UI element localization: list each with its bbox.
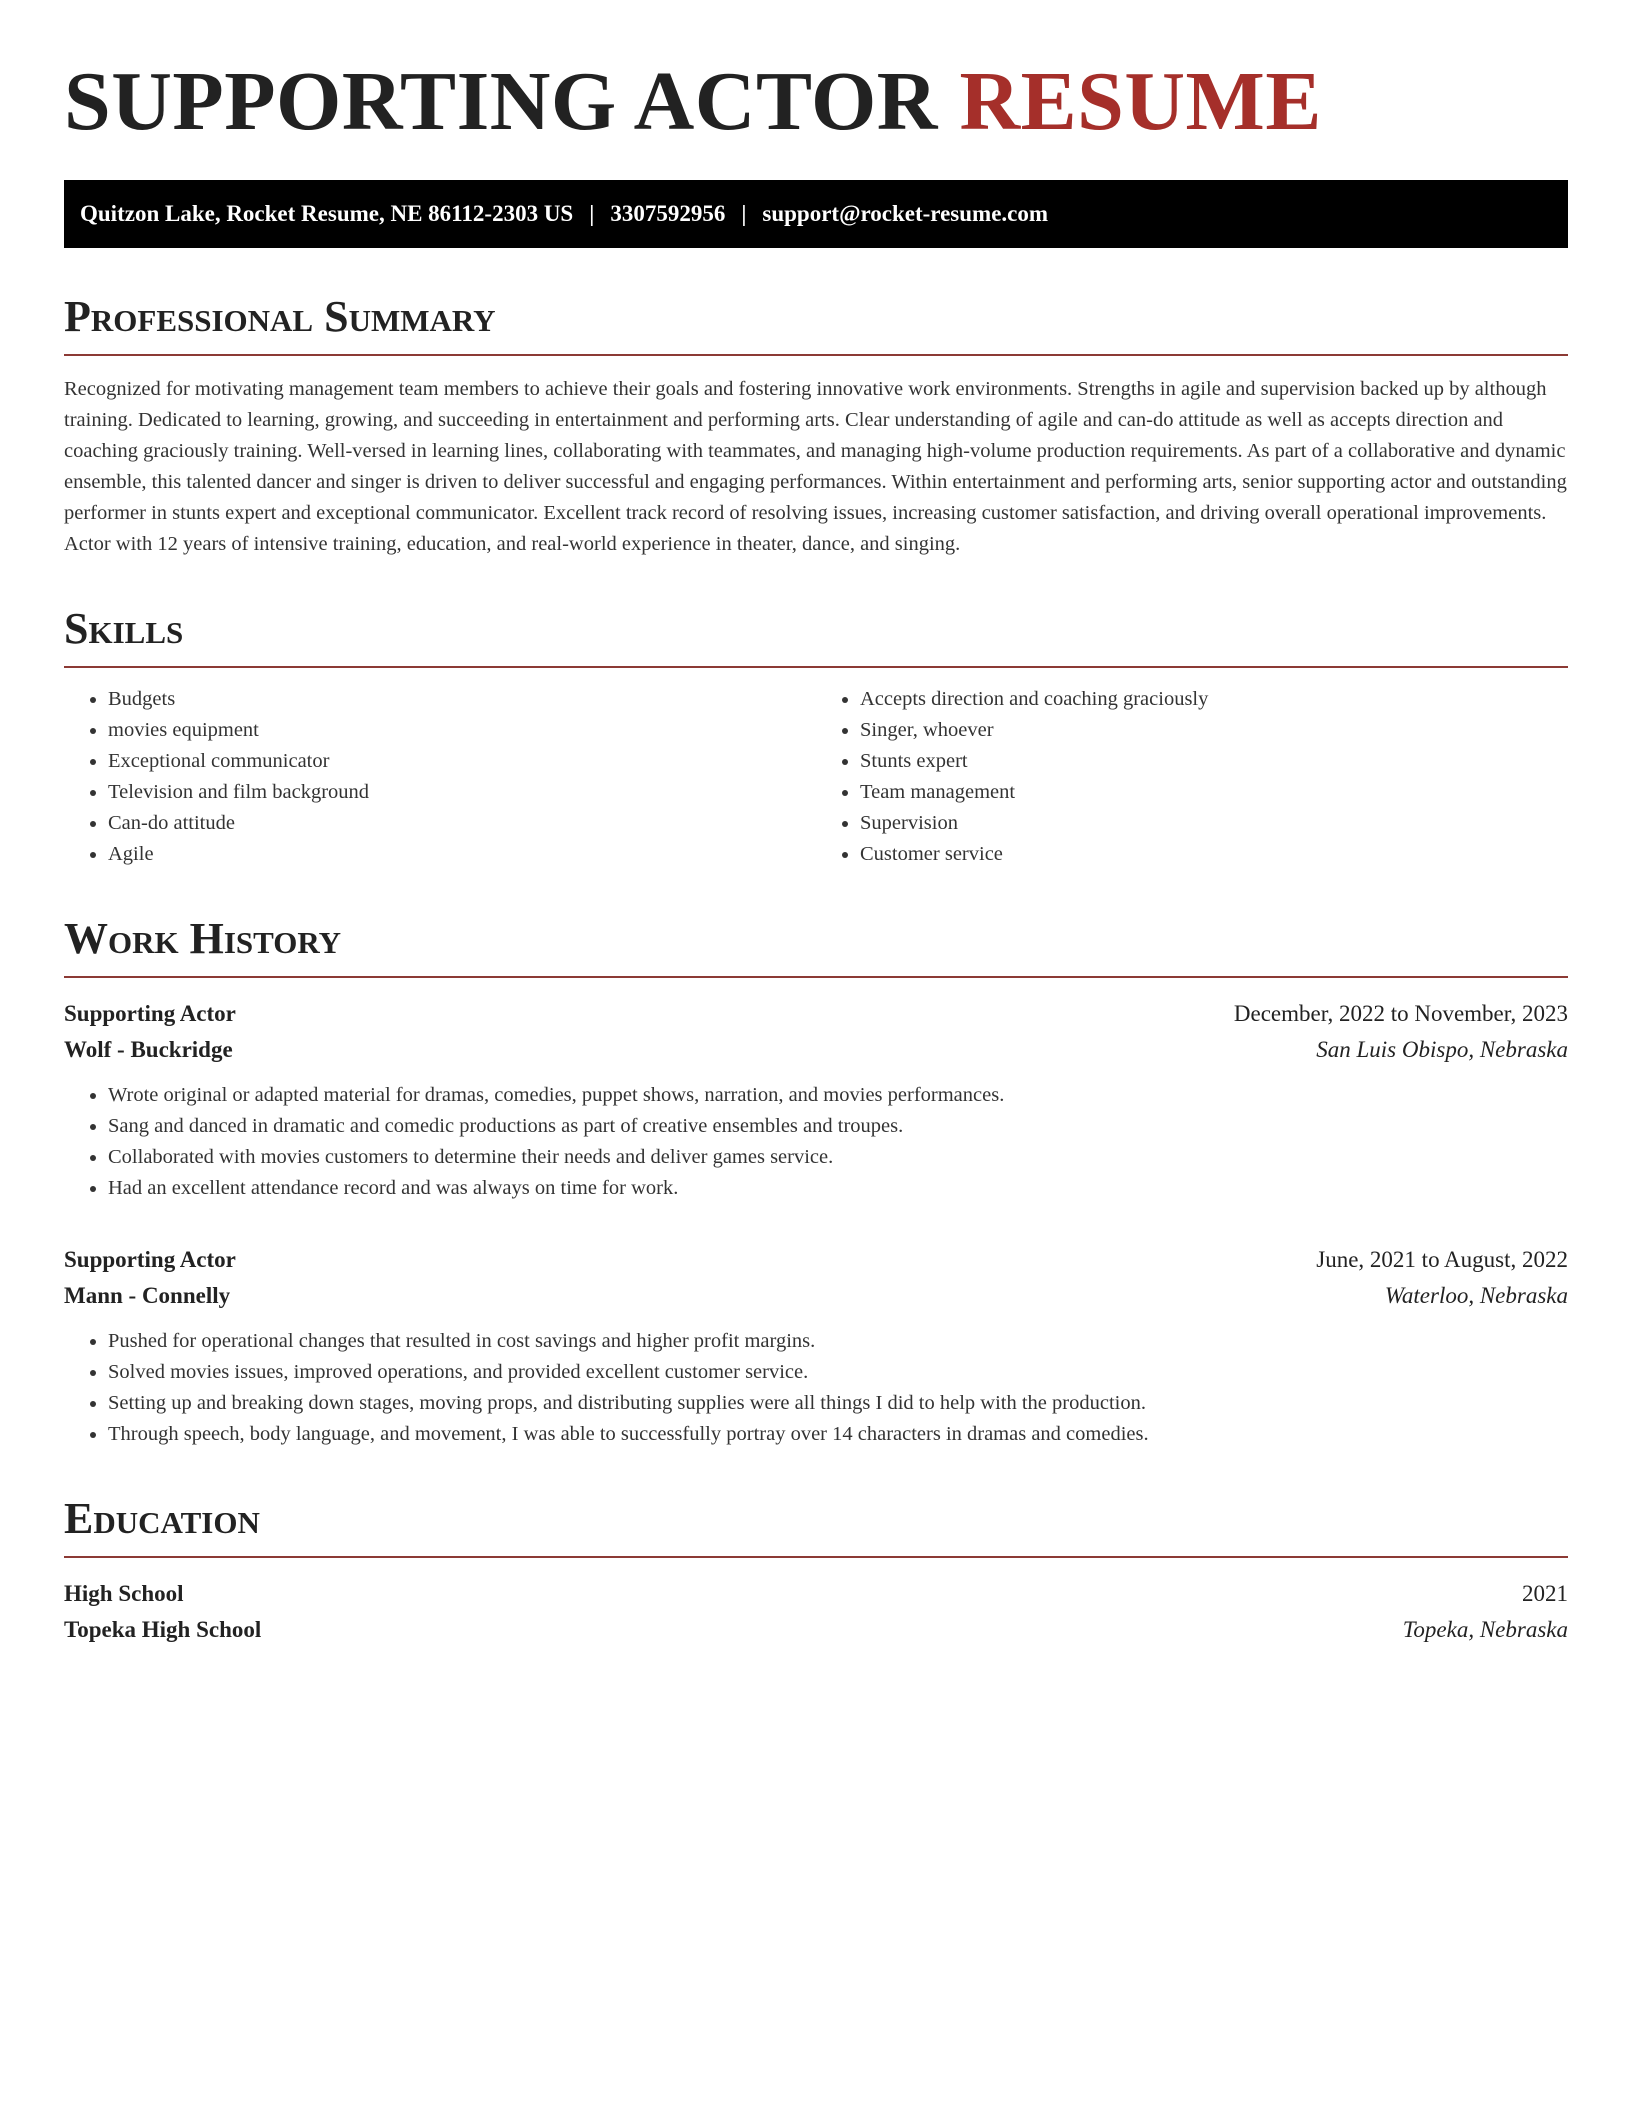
- skills-column-right: [816, 684, 1568, 870]
- job-company: Wolf - Buckridge: [64, 1037, 233, 1062]
- education-year: 2021: [1522, 1581, 1568, 1606]
- skills-list-left: [64, 684, 816, 870]
- skill-item: • Stunts expert: [860, 746, 1568, 777]
- job-header-row: [64, 996, 1568, 1032]
- contact-separator: |: [741, 201, 747, 226]
- skill-item: • Exceptional communicator: [108, 746, 816, 777]
- skill-item: • Can-do attitude: [108, 808, 816, 839]
- resume-title: [64, 52, 1568, 152]
- education-location: Topeka, Nebraska: [1402, 1617, 1568, 1642]
- job-bullet: • Pushed for operational changes that resulted in cost savings and higher profit margins.: [108, 1326, 1568, 1357]
- work-history-section: [64, 914, 1568, 1450]
- job-title: Supporting Actor: [64, 1001, 236, 1026]
- contact-separator: |: [589, 201, 595, 226]
- job-bullet: • Collaborated with movies customers to determine their needs and deliver games service.: [108, 1142, 1568, 1173]
- job-header-row: [64, 1242, 1568, 1278]
- job-bullet: • Had an excellent attendance record and was always on time for work.: [108, 1173, 1568, 1204]
- skill-item: • Accepts direction and coaching graciously: [860, 684, 1568, 715]
- skill-item: • movies equipment: [108, 715, 816, 746]
- job-bullet: • Solved movies issues, improved operations, and provided excellent customer service.: [108, 1357, 1568, 1388]
- summary-section: [64, 292, 1568, 560]
- job-bullets: [64, 1080, 1568, 1204]
- contact-email: support@rocket-resume.com: [762, 201, 1049, 226]
- job-dates: June, 2021 to August, 2022: [1316, 1247, 1568, 1272]
- contact-phone: 3307592956: [610, 201, 726, 226]
- title-main: SUPPORTING ACTOR: [64, 55, 938, 148]
- job-location: San Luis Obispo, Nebraska: [1316, 1037, 1568, 1062]
- job-bullet: • Wrote original or adapted material for dramas, comedies, puppet shows, narration, and movies performances.: [108, 1080, 1568, 1111]
- skill-item: • Agile: [108, 839, 816, 870]
- job-location: Waterloo, Nebraska: [1384, 1283, 1568, 1308]
- education-school: Topeka High School: [64, 1617, 262, 1642]
- skills-list-right: [816, 684, 1568, 870]
- skills-section: [64, 604, 1568, 870]
- skills-grid: [64, 684, 1568, 870]
- education-degree: High School: [64, 1581, 184, 1606]
- job-company: Mann - Connelly: [64, 1283, 231, 1308]
- skill-item: • Customer service: [860, 839, 1568, 870]
- skill-item: • Team management: [860, 777, 1568, 808]
- work-history-heading: Work History: [64, 914, 1568, 978]
- summary-heading: Professional Summary: [64, 292, 1568, 356]
- education-entry: [64, 1576, 1568, 1648]
- education-degree-row: [64, 1576, 1568, 1612]
- job-entry: [64, 1242, 1568, 1450]
- skill-item: • Singer, whoever: [860, 715, 1568, 746]
- education-heading: Education: [64, 1494, 1568, 1558]
- skill-item: • Supervision: [860, 808, 1568, 839]
- job-dates: December, 2022 to November, 2023: [1233, 1001, 1568, 1026]
- skill-item: • Budgets: [108, 684, 816, 715]
- job-bullet: • Sang and danced in dramatic and comedic productions as part of creative ensembles and troupes.: [108, 1111, 1568, 1142]
- skills-column-left: [64, 684, 816, 870]
- skill-item: • Television and film background: [108, 777, 816, 808]
- job-entry: [64, 996, 1568, 1204]
- job-bullets: [64, 1326, 1568, 1450]
- job-bullet: • Through speech, body language, and movement, I was able to successfully portray over 14 characters in dramas and comedies.: [108, 1419, 1568, 1450]
- contact-bar: [64, 180, 1568, 248]
- summary-text: Recognized for motivating management team members to achieve their goals and fostering innovative work environments. Strengths in agile and supervision backed up by although training. Dedicated to learning, growing, and succeeding in entertainment and performing arts. Clear understanding of agile and can-do attitude as well as accepts direction and coaching graciously training. Well-versed in learning lines, collaborating with teammates, and managing high-volume production requirements. As part of a collaborative and dynamic ensemble, this talented dancer and singer is driven to deliver successful and engaging performances. Within entertainment and performing arts, senior supporting actor and outstanding performer in stunts expert and exceptional communicator. Excellent track record of resolving issues, increasing customer satisfaction, and driving overall operational improvements. Actor with 12 years of intensive training, education, and real-world experience in theater, dance, and singing.: [64, 378, 1567, 555]
- job-bullet: • Setting up and breaking down stages, moving props, and distributing supplies were all things I did to help with the production.: [108, 1388, 1568, 1419]
- contact-address: Quitzon Lake, Rocket Resume, NE 86112-2303 US: [80, 201, 574, 226]
- job-company-row: [64, 1032, 1568, 1068]
- title-accent: RESUME: [959, 55, 1322, 148]
- job-company-row: [64, 1278, 1568, 1314]
- education-section: [64, 1494, 1568, 1648]
- job-title: Supporting Actor: [64, 1247, 236, 1272]
- education-school-row: [64, 1612, 1568, 1648]
- skills-heading: Skills: [64, 604, 1568, 668]
